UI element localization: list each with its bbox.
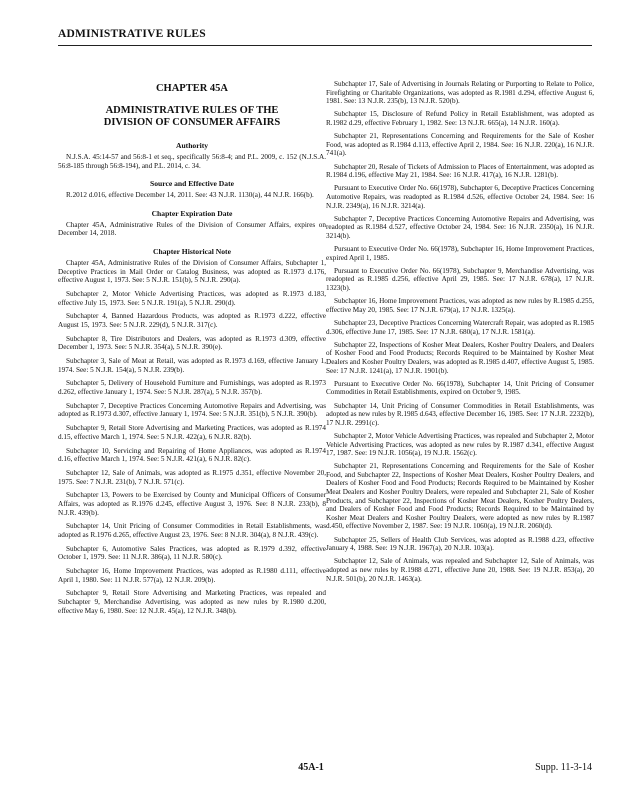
history-paragraph: Subchapter 14, Unit Pricing of Consumer Commodities in Retail Establishments, was adopted as new rules by R.1985 d.643, effective December 16, 1985. See: 17 N.J.R. 2232(b), 17 N.J.R. 2991(c). <box>326 401 594 427</box>
history-paragraph: Subchapter 21, Representations Concerning and Requirements for the Sale of Kosher Food, and Subchapter 22, Inspections of Kosher Meat Dealers, Kosher Poultry Dealers, and Dealers of Kosher Food and Food Products; Records Required to be Maintained by Kosher Meat Dealers and Kosher Poultry Dealers, were repealed and Subchapter 21, Sale of Kosher Products, and Subchapter 22, Inspections of Kosher Meat Dealers, Kosher Poultry Dealers, and Dealers of Kosher Food and Food Products; Records Required to be Maintained by Kosher Meat Dealers and Kosher Poultry Dealers, were adopted as new rules by R.1987 d.450, effective November 2, 1987. See: 19 N.J.R. 1060(a), 19 N.J.R. 2060(d). <box>326 462 594 531</box>
history-paragraph: Pursuant to Executive Order No. 66(1978), Subchapter 6, Deceptive Practices Concerning Automotive Repairs, was readopted as R.1984 d.526, effective October 24, 1984. See: 16 N.J.R. 2349(a), 16 N.J.R. 3214(a). <box>326 184 594 210</box>
expiration-heading: Chapter Expiration Date <box>151 208 233 218</box>
source-heading: Source and Effective Date <box>149 179 234 189</box>
history-paragraph: Subchapter 14, Unit Pricing of Consumer Commodities in Retail Establishments, was adopted as R.1976 d.265, effective August 23, 1976. See: 8 N.J.R. 304(a), 8 N.J.R. 439(c). <box>58 522 326 539</box>
history-paragraph: Subchapter 15, Disclosure of Refund Policy in Retail Establishment, was adopted as R.1982 d.29, effective February 1, 1982. See: 13 N.J.R. 665(a), 14 N.J.R. 160(a). <box>326 110 594 127</box>
authority-heading: Authority <box>175 141 209 150</box>
history-paragraph: Subchapter 20, Resale of Tickets of Admission to Places of Entertainment, was adopted as R.1984 d.196, effective May 21, 1984. See: 16 N.J.R. 417(a), 16 N.J.R. 1281(b). <box>326 162 594 180</box>
header-rule <box>58 45 592 46</box>
history-paragraph: Subchapter 4, Banned Hazardous Products, was adopted as R.1973 d.222, effective August 15, 1973. See: 5 N.J.R. 229(d), 5 N.J.R. 317(c). <box>58 312 326 329</box>
history-paragraph: Subchapter 2, Motor Vehicle Advertising Practices, was adopted as R.1973 d.183, effective July 15, 1973. See: 5 N.J.R. 191(a), 5 N.J.R. 290(d). <box>58 289 326 307</box>
history-paragraph: Pursuant to Executive Order No. 66(1978), Subchapter 14, Unit Pricing of Consumer Commodities in Retail Establishments, expired on October 9, 1985. <box>326 379 594 397</box>
left-column <box>58 80 326 620</box>
history-heading: Chapter Historical Note <box>153 246 231 256</box>
chapter-title-line1: ADMINISTRATIVE RULES OF THE <box>105 105 279 116</box>
authority-text: N.J.S.A. 45:14-57 and 56:8-1 et seq., specifically 56:8-4; and P.L. 2009, c. 152 (N.J.S.A. 56:8-185 through 56:8-194), and P.L. 2014, c. 34. <box>58 153 326 170</box>
history-paragraph: Pursuant to Executive Order No. 66(1978), Subchapter 16, Home Improvement Practices, expired April 1, 1985. <box>326 245 594 262</box>
supplement-date: Supp. 11-3-14 <box>535 762 592 773</box>
history-paragraph: Subchapter 23, Deceptive Practices Concerning Watercraft Repair, was adopted as R.1985 d.306, effective June 17, 1985. See: 17 N.J.R. 680(a), 17 N.J.R. 1581(a). <box>326 319 594 336</box>
source-text: R.2012 d.016, effective December 14, 2011. See: 43 N.J.R. 1130(a), 44 N.J.R. 166(b). <box>66 191 314 200</box>
history-paragraph: Subchapter 8, Tire Distributors and Dealers, was adopted as R.1973 d.309, effective December 1, 1973. See: 5 N.J.R. 354(a), 5 N.J.R. 390(e). <box>58 334 326 352</box>
history-paragraph: Subchapter 21, Representations Concerning and Requirements for the Sale of Kosher Food, was adopted as R.1984 d.113, effective April 2, 1984. See: 16 N.J.R. 220(a), 16 N.J.R. 741(a). <box>326 132 594 158</box>
history-paragraph: Subchapter 17, Sale of Advertising in Journals Relating or Purporting to Relate to Police, Firefighting or Charitable Organizations, was adopted as R.1981 d.294, effective August 6, 1981. See: 13 N.J.R. 235(b), 13 N.J.R. 520(b). <box>326 80 594 106</box>
history-paragraph: Subchapter 5, Delivery of Household Furniture and Furnishings, was adopted as R.1973 d.262, effective January 1, 1974. See: 5 N.J.R. 287(a), 5 N.J.R. 357(b). <box>58 379 326 397</box>
history-paragraph: Subchapter 25, Sellers of Health Club Services, was adopted as R.1988 d.23, effective January 4, 1988. See: 19 N.J.R. 1967(a), 20 N.J.R. 103(a). <box>326 535 594 553</box>
history-paragraph: Subchapter 16, Home Improvement Practices, was adopted as new rules by R.1985 d.255, effective May 20, 1985. See: 17 N.J.R. 679(a), 17 N.J.R. 1325(a). <box>326 297 594 314</box>
page-number: 45A-1 <box>298 762 324 773</box>
expiration-text: Chapter 45A, Administrative Rules of the Division of Consumer Affairs, expires on December 14, 2018. <box>58 220 326 238</box>
history-paragraph: Subchapter 13, Powers to be Exercised by County and Municipal Officers of Consumer Affairs, was adopted as R.1976 d.245, effective August 3, 1976. See: 8 N.J.R. 233(b), 8 N.J.R. 439(b). <box>58 491 326 517</box>
history-paragraph: Subchapter 9, Retail Store Advertising and Marketing Practices, was repealed and Subchapter 9, Merchandise Advertising, was adopted as new rules by R.1980 d.200, effective May 6, 1980. See: 12 N.J.R. 45(a), 12 N.J.R. 348(b). <box>58 589 326 615</box>
history-paragraph: Subchapter 22, Inspections of Kosher Meat Dealers, Kosher Poultry Dealers, and Dealers of Kosher Food and Food Products; Records Required to be Maintained by Kosher Meat Dealers and Kosher Poultry Dealers, was adopted as R.1985 d.407, effective August 5, 1985. See: 17 N.J.R. 1241(a), 17 N.J.R. 1901(b). <box>326 340 594 375</box>
chapter-number: CHAPTER 45A <box>155 83 229 94</box>
history-paragraph: Subchapter 2, Motor Vehicle Advertising Practices, was repealed and Subchapter 2, Motor Vehicle Advertising Practices, was adopted as new rules by R.1987 d.341, effective August 17, 1987. See: 19 N.J.R. 1056(a), 19 N.J.R. 1562(c). <box>326 431 594 458</box>
history-paragraph: Subchapter 6, Automotive Sales Practices, was adopted as R.1979 d.392, effective October 1, 1979. See: 11 N.J.R. 386(a), 11 N.J.R. 580(c). <box>58 544 326 562</box>
history-paragraph: Subchapter 16, Home Improvement Practices, was adopted as R.1980 d.111, effective April 1, 1980. See: 11 N.J.R. 577(a), 12 N.J.R. 209(b). <box>58 567 326 584</box>
chapter-title-line2: DIVISION OF CONSUMER AFFAIRS <box>103 117 281 128</box>
running-head: ADMINISTRATIVE RULES <box>58 28 206 40</box>
history-paragraph: Subchapter 12, Sale of Animals, was repealed and Subchapter 12, Sale of Animals, was adopted as new rules by R.1988 d.271, effective June 20, 1988. See: 19 N.J.R. 853(a), 20 N.J.R. 501(b), 20 N.J.R. 1463(a). <box>326 557 594 583</box>
history-paragraph: Subchapter 3, Sale of Meat at Retail, was adopted as R.1973 d.169, effective January 1, 1974. See: 5 N.J.R. 154(a), 5 N.J.R. 239(b). <box>58 357 326 374</box>
history-paragraph: Subchapter 10, Servicing and Repairing of Home Appliances, was adopted as R.1974 d.16, effective March 1, 1974. See: 5 N.J.R. 421(a), 6 N.J.R. 82(c). <box>58 446 326 464</box>
history-paragraph: Subchapter 7, Deceptive Practices Concerning Automotive Repairs and Advertising, was readopted as R.1984 d.527, effective October 24, 1984. See: 16 N.J.R. 2350(a), 16 N.J.R. 3214(b). <box>326 214 594 240</box>
history-paragraph: Chapter 45A, Administrative Rules of the Division of Consumer Affairs, Subchapter 1, Deceptive Practices in Mail Order or Catalog Business, was adopted as R.1973 d.176, effective August 1, 1973. See: 5 N.J.R. 151(b), 5 N.J.R. 290(a). <box>58 258 326 285</box>
history-paragraph: Subchapter 9, Retail Store Advertising and Marketing Practices, was adopted as R.1974 d.15, effective March 1, 1974. See: 5 N.J.R. 422(a), 6 N.J.R. 82(b). <box>58 424 326 441</box>
history-paragraph: Subchapter 7, Deceptive Practices Concerning Automotive Repairs and Advertising, was adopted as R.1973 d.307, effective January 1, 1974. See: 5 N.J.R. 351(b), 5 N.J.R. 390(b). <box>58 401 326 419</box>
history-paragraph: Pursuant to Executive Order No. 66(1978), Subchapter 9, Merchandise Advertising, was readopted as R.1985 d.256, effective April 29, 1985. See: 17 N.J.R. 678(a), 17 N.J.R. 1323(b). <box>326 266 594 293</box>
right-column <box>326 80 594 588</box>
history-paragraph: Subchapter 12, Sale of Animals, was adopted as R.1975 d.351, effective November 20, 1975. See: 7 N.J.R. 231(b), 7 N.J.R. 571(c). <box>58 468 326 486</box>
